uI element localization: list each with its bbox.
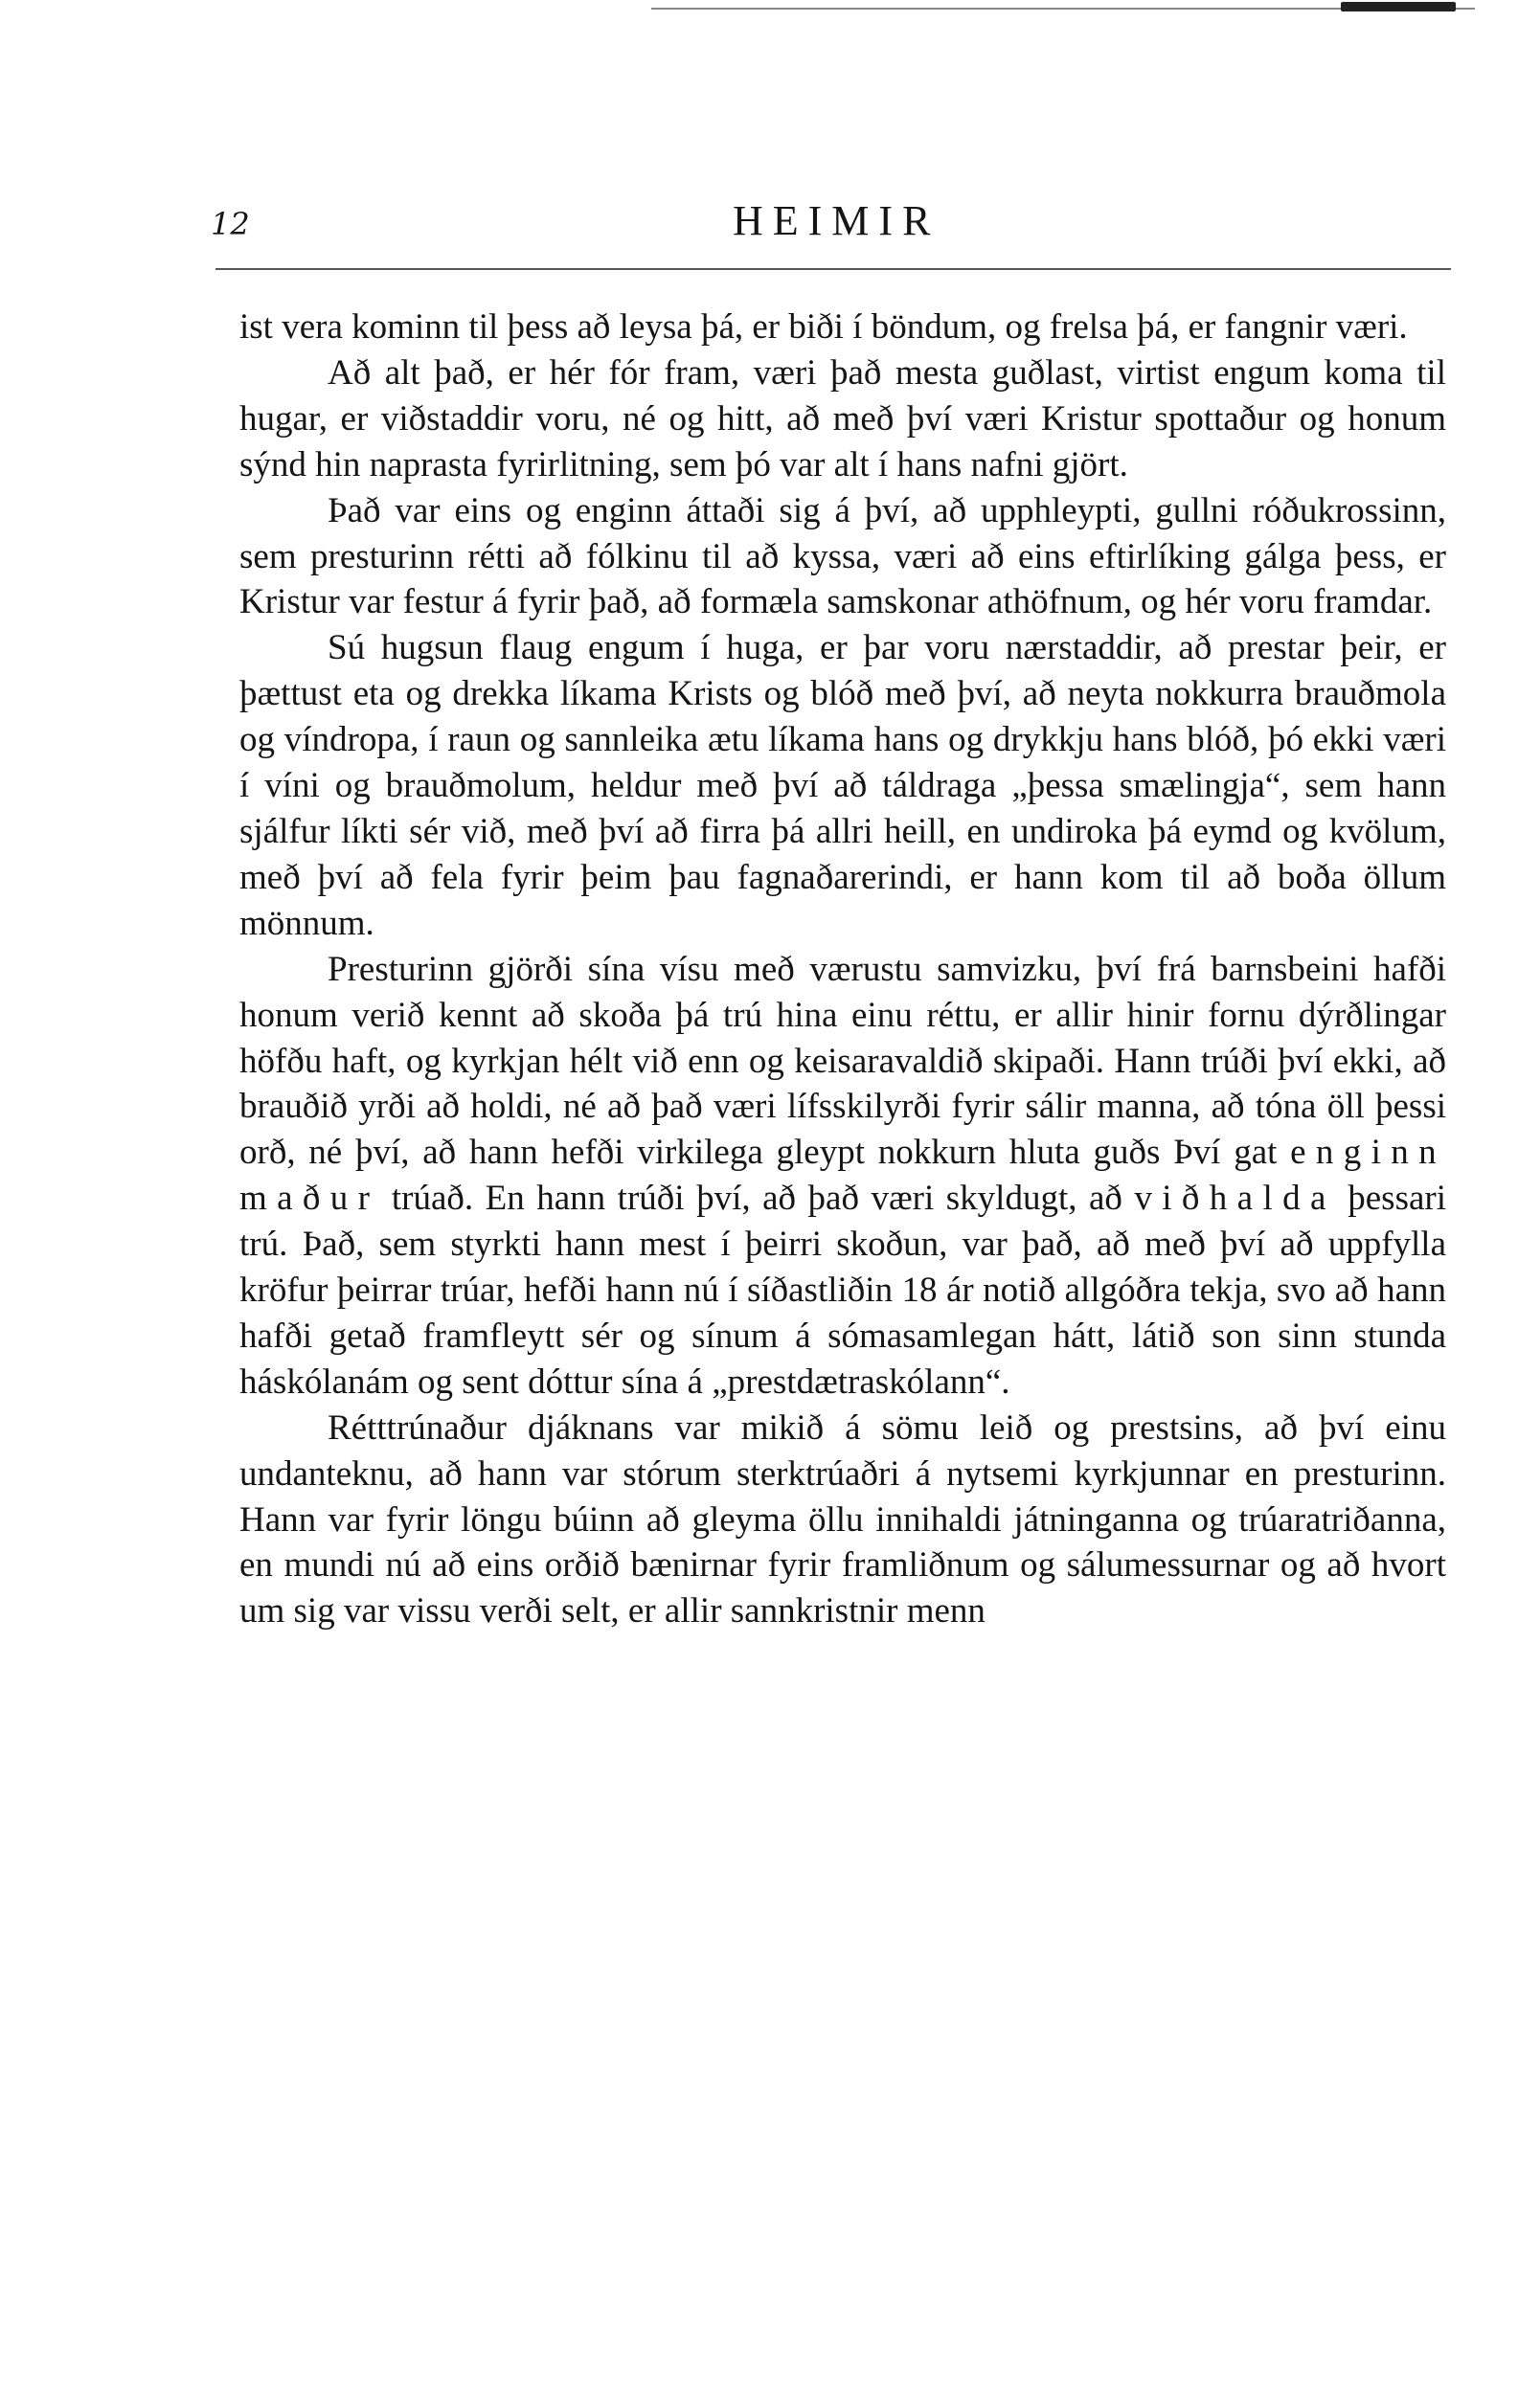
paragraph (239, 947, 1446, 1406)
header-rule (215, 268, 1451, 270)
page-header (211, 196, 1446, 263)
body-text (239, 304, 1446, 1634)
spaced-emphasis: enginn maður (239, 1133, 1446, 1219)
page-number: 12 (211, 206, 250, 242)
paragraph: Að alt það, er hér fór fram, væri það mesta guðlast, virtist engum koma til hugar, er viðstaddir voru, né og hitt, að með því væri Kristur spottaður og honum sýnd hin naprasta fyrirlitning, sem þó var alt í hans nafni gjört. (239, 352, 1446, 484)
paragraph-text: Presturinn gjörði sína vísu með værustu samvizku, því frá barnsbeini hafði honum verið kennt að skoða þá trú hina einu réttu, er allir hinir fornu dýrðlingar höfðu haft, og kyrkjan hélt við enn og keisaravaldið skipaði. Hann trúði því ekki, að brauðið yrði að holdi, né að það væri lífsskilyrði fyrir sálir manna, að tóna öll þessi orð, né því, að hann hefði virkilega gleypt nokkurn hluta guðs Því gat (239, 949, 1446, 1173)
paragraph: Það var eins og enginn áttaði sig á því, að upphleypti, gullni róðukrossinn, sem presturinn rétti að fólkinu til að kyssa, væri að eins eftirlíking gálga þess, er Kristur var festur á fyrir það, að formæla samskonar athöfnum, og hér voru framdar. (239, 490, 1446, 622)
paragraph-text: trúað. En hann trúði því, að það væri skyldugt, að (379, 1179, 1135, 1219)
paragraph: Sú hugsun flaug engum í huga, er þar voru nærstaddir, að prestar þeir, er þættust eta og drekka líkama Krists og blóð með því, að neyta nokkurra brauðmola og víndropa, í raun og sannleika ætu líkama hans og drykkju hans blóð, þó ekki væri í víni og brauðmolum, heldur með því að táldraga „þessa smælingja“, sem hann sjálfur líkti sér við, með því að firra þá allri heill, en undiroka þá eymd og kvölum, með því að fela fyrir þeim þau fagnaðarerindi, er hann kom til að boða öllum mönnum. (239, 628, 1446, 943)
paragraph-text: þessari trú. Það, sem styrkti hann mest í þeirri skoðun, var það, að með því að uppfylla kröfur þeirrar trúar, hefði hann nú í síðastliðin 18 ár notið allgóðra tekja, svo að hann hafði getað framfleytt sér og sínum á sómasamlegan hátt, látið son sinn stunda háskólanám og sent dóttur sína á „prestdætraskólann“. (239, 1179, 1446, 1402)
paragraph: Rétttrúnaður djáknans var mikið á sömu leið og prestsins, að því einu undanteknu, að hann var stórum sterktrúaðri á nytsemi kyrkjunnar en presturinn. Hann var fyrir löngu búinn að gleyma öllu innihaldi játninganna og trúaratriðanna, en mundi nú að eins orðið bænirnar fyrir framliðnum og sálumessurnar og að hvort um sig var vissu verði selt, er allir sannkristnir menn (239, 1407, 1446, 1632)
spaced-emphasis: viðhalda (1134, 1179, 1336, 1219)
paragraph-continued: ist vera kominn til þess að leysa þá, er biði í böndum, og frelsa þá, er fangnir væri. (239, 307, 1408, 347)
running-title: HEIMIR (733, 197, 940, 244)
scan-edge-mark (1341, 2, 1456, 11)
